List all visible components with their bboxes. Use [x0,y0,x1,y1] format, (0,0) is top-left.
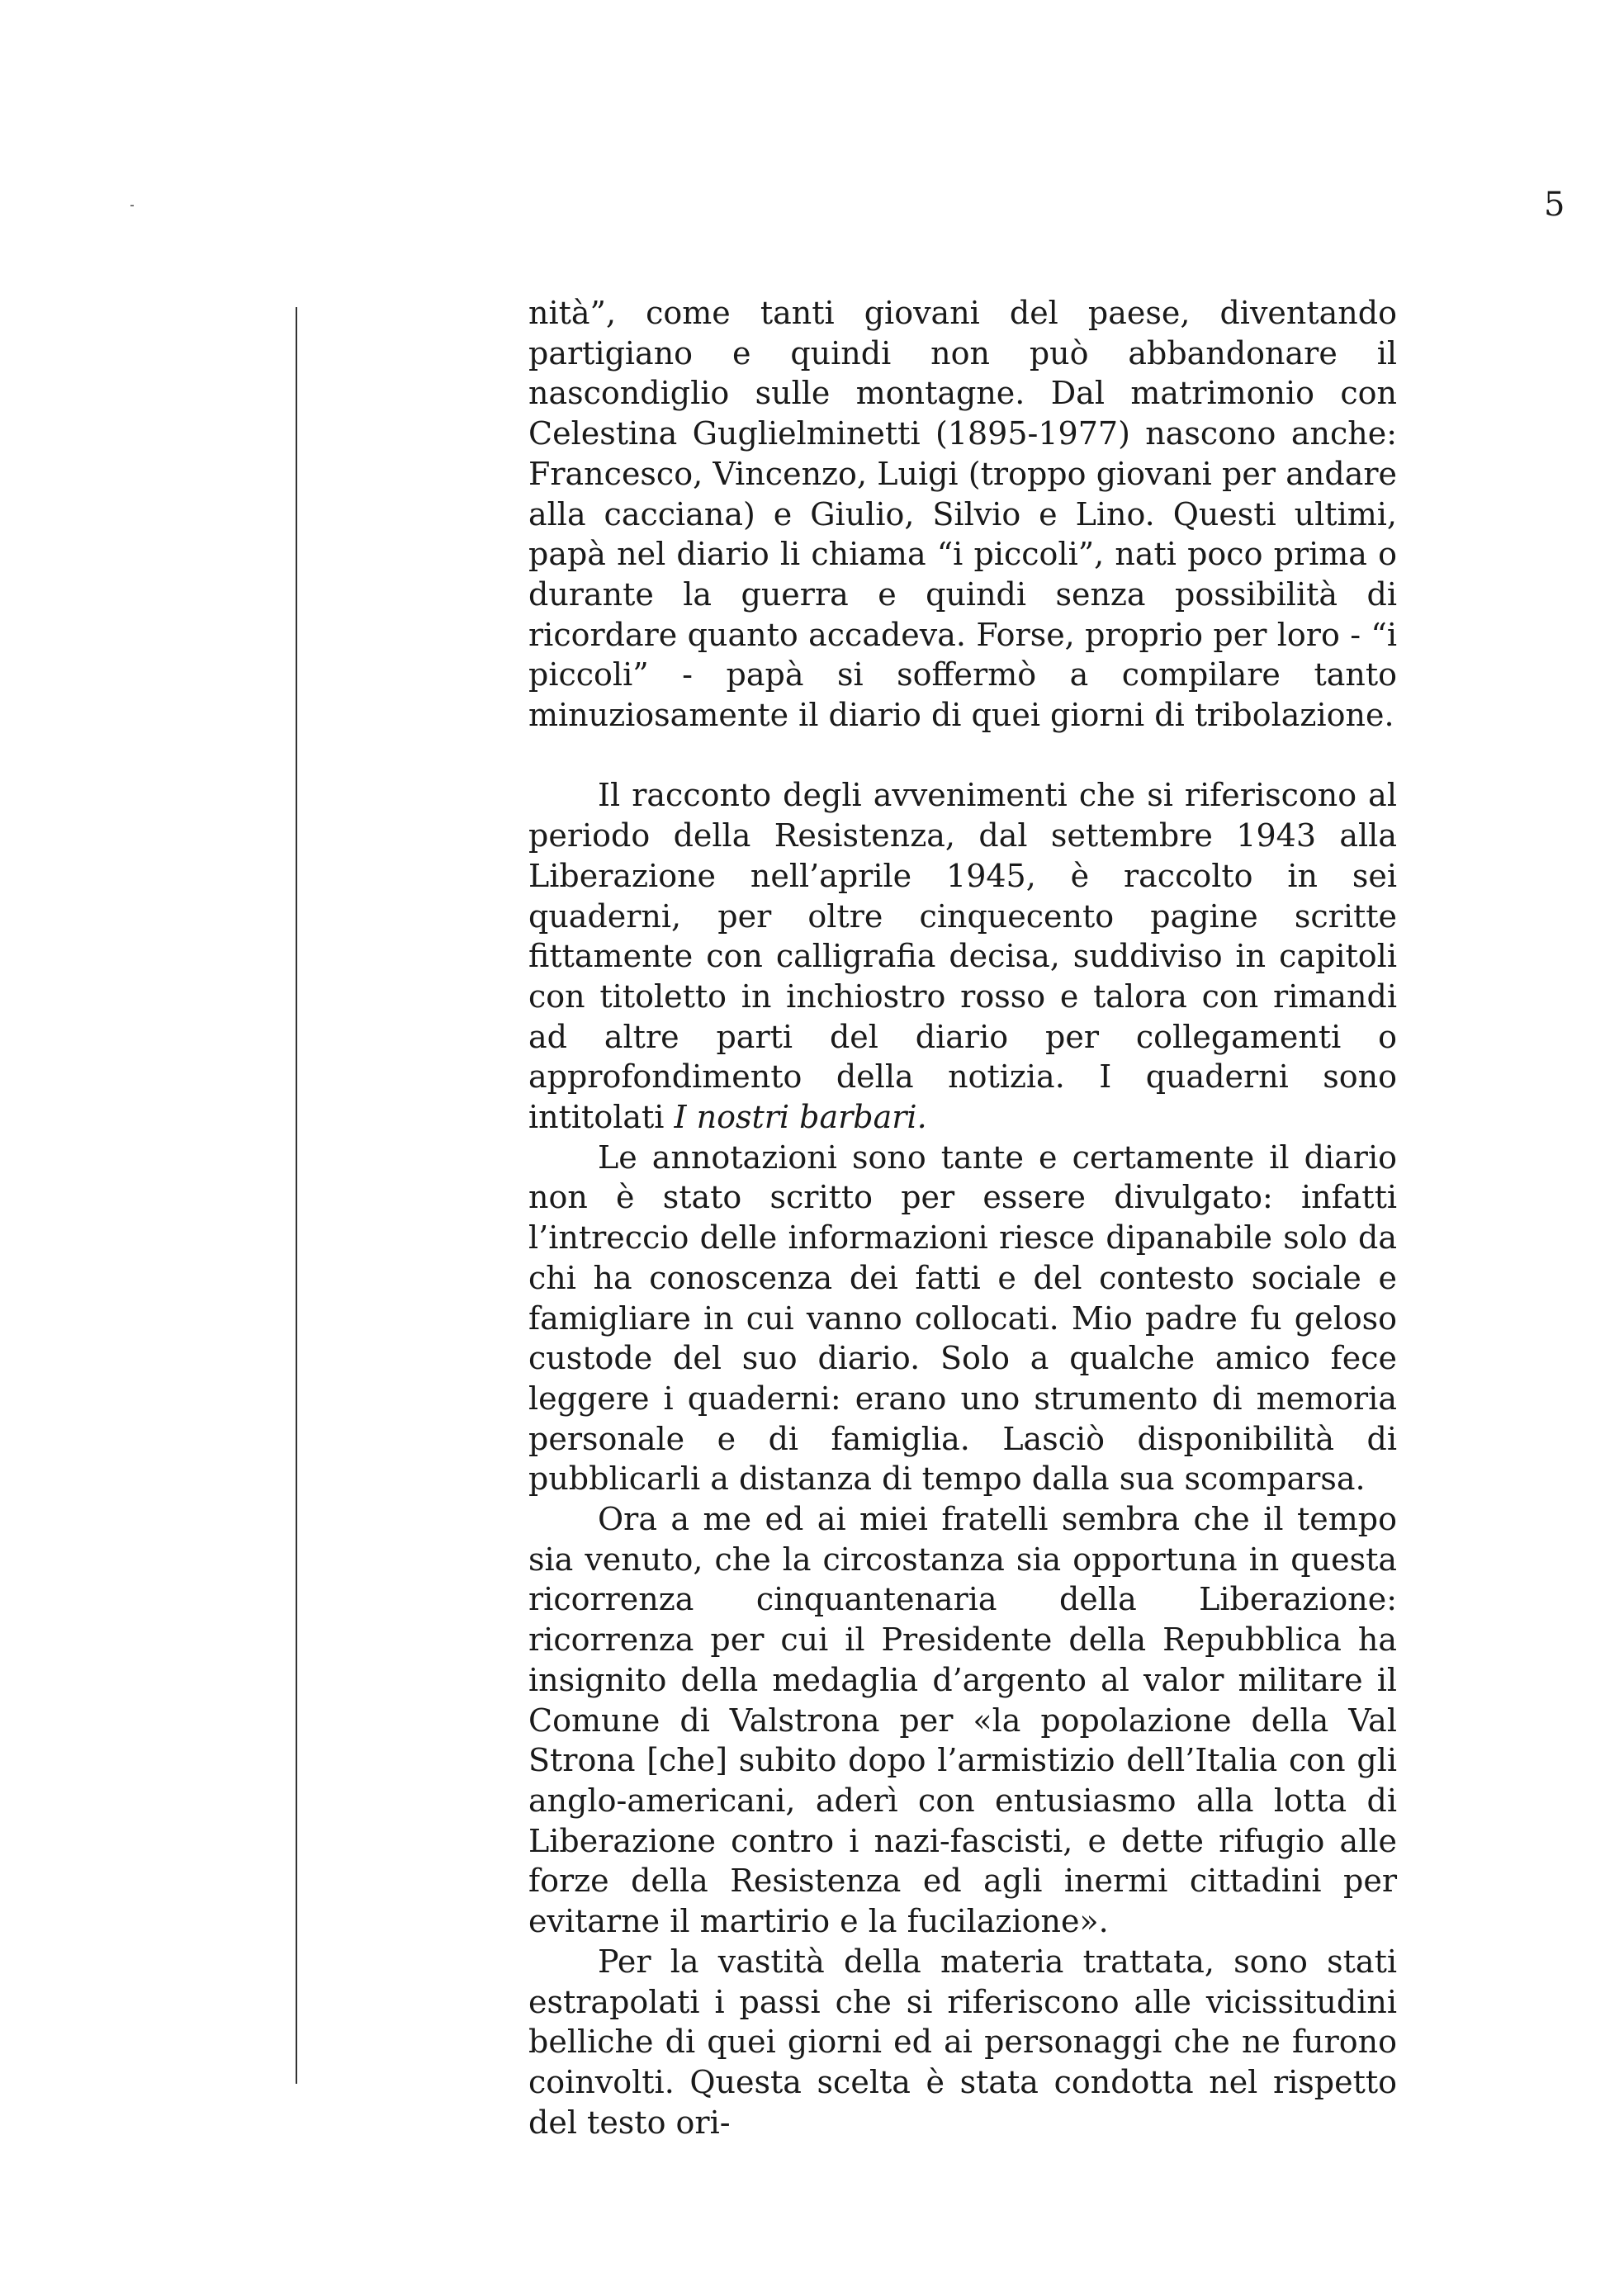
book-title: I nostri barbari. [674,1099,927,1136]
paragraph-3: Le annotazioni sono tante e certamente il diario non è stato scritto per essere divulgato: infatti l’intreccio delle informazioni riesce dipanabile solo da chi ha conoscenza dei fatti e del contesto sociale e famigliare in cui vanno collocati. Mio padre fu geloso custode del suo diario. Solo a qualche amico fece leggere i quaderni: erano uno strumento di memoria personale e di famiglia. Lasciò disponibilità di pubblicarli a distanza di tempo dalla sua scomparsa. [528,1138,1397,1498]
paragraph-4: Ora a me ed ai miei fratelli sembra che il tempo sia venuto, che la circostanza sia opportuna in questa ricorrenza cinquantenaria della Liberazione: ricorrenza per cui il Presidente della Repubblica ha insignito della medaglia d’argento al valor militare il Comune di Valstrona per «la popolazione della Val Strona [che] subito dopo l’armistizio dell’Italia con gli anglo-americani, aderì con entusiasmo alla lotta di Liberazione contro i nazi-fascisti, e dette rifugio alle forze della Resistenza ed agli inermi cittadini per evitarne il martirio e la fucilazione». [528,1501,1397,1940]
paragraph-2-text: Il racconto degli avvenimenti che si riferiscono al periodo della Resistenza, dal settembre 1943 alla Liberazione nell’aprile 1945, è raccolto in sei quaderni, per oltre cinquecento pagine scritte fittamente con calligrafia decisa, suddiviso in capitoli con titoletto in inchiostro rosso e talora con rimandi ad altre parti del diario per collegamenti o approfondimento della notizia. I quaderni sono intitolati [528,777,1397,1136]
scan-speck [130,205,134,206]
paragraph-1: nità”, come tanti giovani del paese, diventando partigiano e quindi non può abbandonare il nascondiglio sulle montagne. Dal matrimonio con Celestina Guglielminetti (1895-1977) nascono anche: Francesco, Vincenzo, Luigi (troppo giovani per andare alla cacciana) e Giulio, Silvio e Lino. Questi ultimi, papà nel diario li chiama “i piccoli”, nati poco prima o durante la guerra e quindi senza possibilità di ricordare quanto accadeva. Forse, proprio per loro - “i piccoli” - papà si soffermò a compilare tanto minuziosamente il diario di quei giorni di tribolazione. [528,295,1397,734]
page-number: 5 [1544,186,1565,224]
margin-rule [296,307,297,2084]
paragraph-2 [528,775,1397,1137]
body-text [528,293,1397,2142]
paragraph-5: Per la vastità della materia trattata, sono stati estrapolati i passi che si riferiscono alle vicissitudini belliche di quei giorni ed ai personaggi che ne furono coinvolti. Questa scelta è stata condotta nel rispetto del testo ori- [528,1943,1397,2141]
